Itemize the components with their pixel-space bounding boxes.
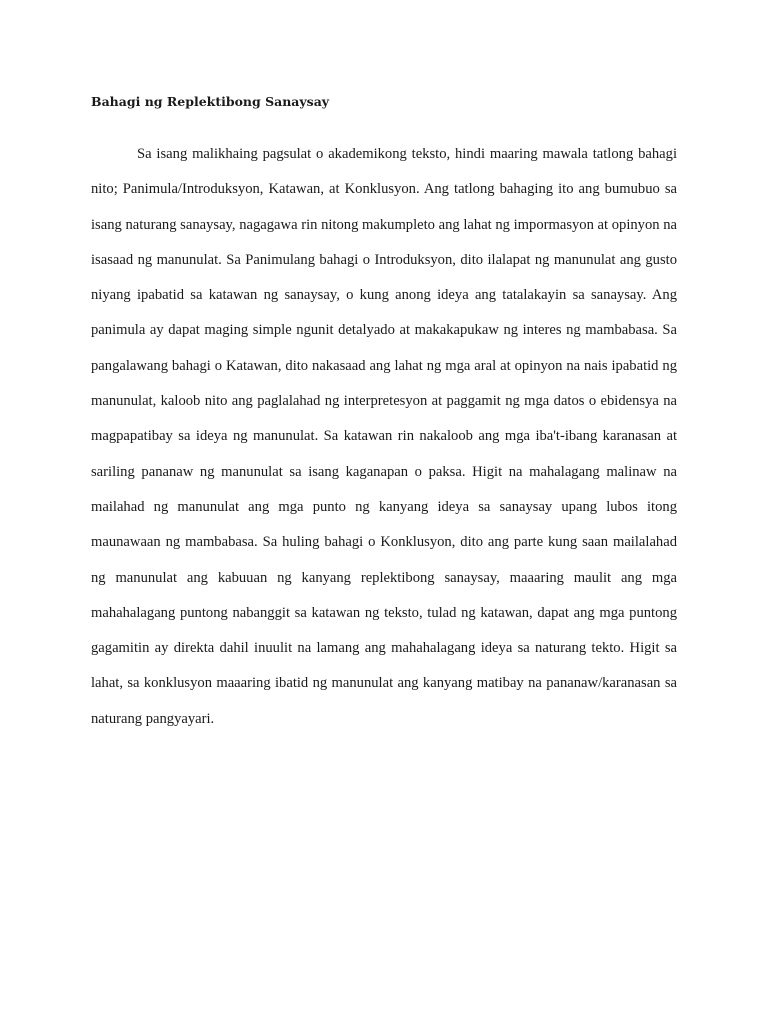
document-title: Bahagi ng Replektibong Sanaysay [91,94,330,109]
body-paragraph: Sa isang malikhaing pagsulat o akademikong teksto, hindi maaring mawala tatlong bahagi nito; Panimula/Introduksyon, Katawan, at Konklusyon. Ang tatlong bahaging ito ang bumubuo sa isang naturang sanaysay, nagagawa rin nitong makumpleto ang lahat ng impormasyon at opinyon na isasaad ng manunulat. Sa Panimulang bahagi o Introduksyon, dito ilalapat ng manunulat ang gusto niyang ipabatid sa katawan ng sanaysay, o kung anong ideya ang tatalakayin sa sanaysay. Ang panimula ay dapat maging simple ngunit detalyado at makakapukaw ng interes ng mambabasa. Sa pangalawang bahagi o Katawan, dito nakasaad ang lahat ng mga aral at opinyon na nais ipabatid ng manunulat, kaloob nito ang paglalahad ng interpretesyon at paggamit ng mga datos o ebidensya na magpapatibay sa ideya ng manunulat. Sa katawan rin nakaloob ang mga iba't-ibang karanasan at sariling pananaw ng manunulat sa isang kaganapan o paksa. Higit na mahalagang malinaw na mailahad ng manunulat ang mga punto ng kanyang ideya sa sanaysay upang lubos itong maunawaan ng mambabasa. Sa huling bahagi o Konklusyon, dito ang parte kung saan mailalahad ng manunulat ang kabuuan ng kanyang replektibong sanaysay, maaaring maulit ang mga mahahalagang puntong nabanggit sa katawan ng teksto, tulad ng katawan, dapat ang mga puntong gagamitin ay direkta dahil inuulit na lamang ang mahahalagang ideya sa naturang tekto. Higit sa lahat, sa konklusyon maaaring ibatid ng manunulat ang kanyang matibay na pananaw/karanasan sa naturang pangyayari. [91,146,677,727]
